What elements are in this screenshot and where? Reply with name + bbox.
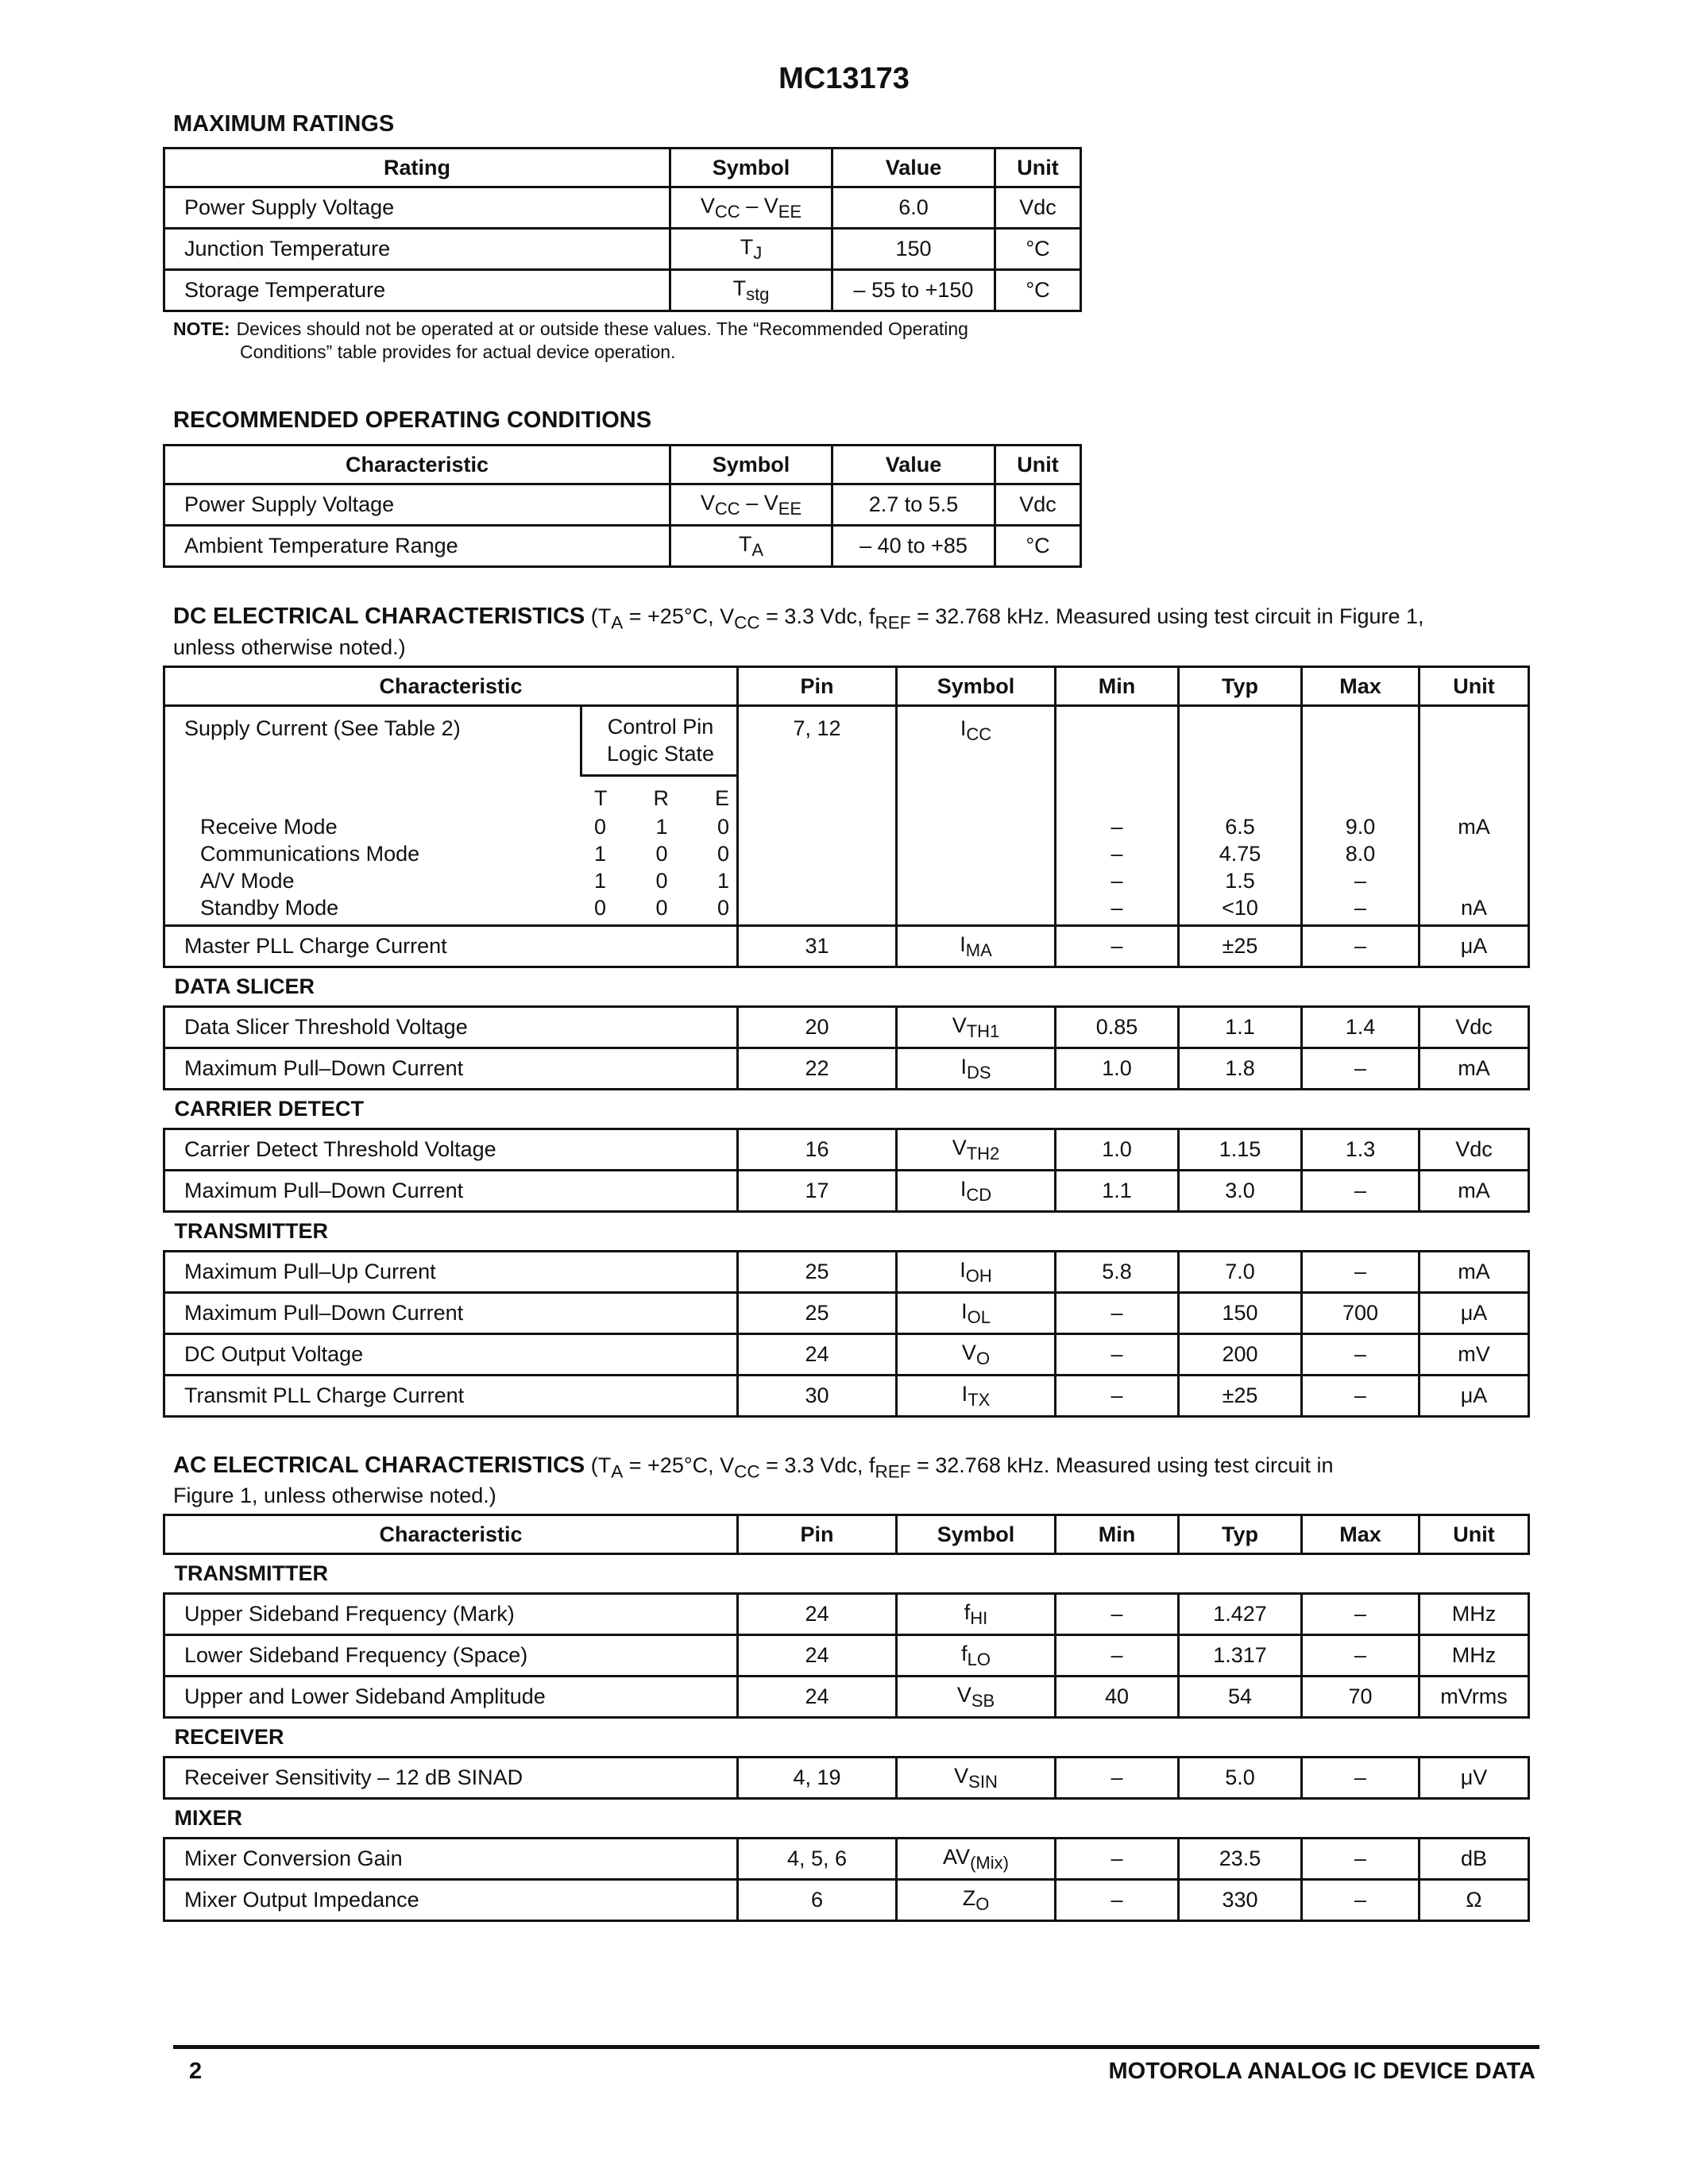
pin-cell: 31 (738, 926, 897, 967)
col-header: Unit (1420, 667, 1529, 706)
unit-cell: mA (1420, 1171, 1529, 1212)
col-header: Characteristic (164, 446, 670, 484)
value-cell: 150 (832, 229, 995, 270)
max-cell: – (1302, 1839, 1420, 1880)
symbol-cell: $I_{OH}$ (897, 1252, 1056, 1293)
typ-cell: 1.8 (1179, 1048, 1302, 1090)
section-label: CARRIER DETECT (164, 1090, 1529, 1129)
unit-cell: Vdc (1420, 1129, 1529, 1171)
col-header: Characteristic (164, 1515, 738, 1554)
pin-cell: 6 (738, 1880, 897, 1921)
col-header: Symbol (670, 149, 832, 187)
unit-cell: μA (1420, 926, 1529, 967)
value-cell: – 55 to +150 (832, 270, 995, 311)
symbol-cell: $AV_{(Mix)}$ (897, 1839, 1056, 1880)
section-label: MIXER (164, 1799, 1529, 1839)
typ-cell: 6.5 4.75 1.5 <10 (1179, 706, 1302, 926)
table-row (164, 1171, 1529, 1212)
max-cell: – (1302, 1376, 1420, 1417)
table-row (164, 1048, 1529, 1090)
max-ratings-heading: MAXIMUM RATINGS (173, 111, 395, 137)
section-row (164, 1718, 1529, 1758)
col-header: Value (832, 446, 995, 484)
char-cell: Mixer Conversion Gain (164, 1839, 738, 1880)
unit-cell: °C (995, 270, 1081, 311)
max-cell: – (1302, 1635, 1420, 1677)
section-row (164, 1799, 1529, 1839)
table-row (164, 484, 1081, 526)
symbol-cell: $f_{HI}$ (897, 1594, 1056, 1635)
section-label: RECEIVER (164, 1718, 1529, 1758)
ac-table (163, 1514, 1530, 1922)
tre-heads: T R E (594, 786, 729, 810)
ac-conditions-cont: Figure 1, unless otherwise noted.) (173, 1484, 496, 1507)
mode-name: Communications Mode (200, 842, 420, 866)
pin-cell: 24 (738, 1677, 897, 1718)
table-row (164, 1007, 1529, 1048)
min-cell: – (1056, 1334, 1179, 1376)
mode-name: Standby Mode (200, 896, 339, 920)
char-cell: Master PLL Charge Current (164, 926, 738, 967)
note-text: Devices should not be operated at or outside these values. The “Recommended Operating (236, 318, 968, 339)
min-cell: – (1056, 1758, 1179, 1799)
symbol-cell: $V_{CC} - V_{EE}$ (670, 187, 832, 229)
table-row (164, 526, 1081, 567)
table-row (164, 1334, 1529, 1376)
char-cell: Transmit PLL Charge Current (164, 1376, 738, 1417)
min-cell: – (1056, 1880, 1179, 1921)
min-cell: 1.0 (1056, 1129, 1179, 1171)
unit-cell: μA (1420, 1376, 1529, 1417)
max-cell: – (1302, 1334, 1420, 1376)
min-cell: 5.8 (1056, 1252, 1179, 1293)
min-cell: – (1056, 926, 1179, 967)
section-label: DATA SLICER (164, 967, 1529, 1007)
mode-name: Receive Mode (200, 815, 338, 839)
min-cell: 1.1 (1056, 1171, 1179, 1212)
unit-cell: Ω (1420, 1880, 1529, 1921)
supply-char-cell (164, 706, 738, 926)
pin-cell: 24 (738, 1594, 897, 1635)
typ-cell: 150 (1179, 1293, 1302, 1334)
typ-cell: ±25 (1179, 1376, 1302, 1417)
min-cell: – – – – (1056, 706, 1179, 926)
symbol-cell: $V_O$ (897, 1334, 1056, 1376)
col-header: Min (1056, 667, 1179, 706)
symbol-cell: $I_{CD}$ (897, 1171, 1056, 1212)
note (173, 318, 968, 364)
typ-cell: 7.0 (1179, 1252, 1302, 1293)
min-cell: 40 (1056, 1677, 1179, 1718)
table-row (164, 1376, 1529, 1417)
pin-cell: 4, 5, 6 (738, 1839, 897, 1880)
rec-op-heading: RECOMMENDED OPERATING CONDITIONS (173, 407, 652, 433)
symbol-cell: $f_{LO}$ (897, 1635, 1056, 1677)
unit-cell: Vdc (995, 484, 1081, 526)
mode-names (200, 813, 419, 921)
ac-heading: AC ELECTRICAL CHARACTERISTICS ($T_A = +25^\circ C$, $V_{CC} = 3.3$ Vdc, $f_{REF} = 32.768$ kHz. Measured using test circuit in (173, 1453, 1334, 1482)
footer-publication: MOTOROLA ANALOG IC DEVICE DATA (1108, 2059, 1535, 2084)
table-row (164, 1129, 1529, 1171)
table-row (164, 1293, 1529, 1334)
unit-cell: Vdc (1420, 1007, 1529, 1048)
max-cell: – (1302, 1758, 1420, 1799)
char-cell: Mixer Output Impedance (164, 1880, 738, 1921)
max-cell: – (1302, 1880, 1420, 1921)
unit-cell: mV (1420, 1334, 1529, 1376)
section-label: TRANSMITTER (164, 1554, 1529, 1594)
table-row (164, 187, 1081, 229)
max-cell: 9.0 8.0 – – (1302, 706, 1420, 926)
table-row (164, 1880, 1529, 1921)
pin-cell: 7, 12 (738, 706, 897, 926)
unit-cell: MHz (1420, 1635, 1529, 1677)
min-cell: – (1056, 1293, 1179, 1334)
note-text-cont: Conditions” table provides for actual device operation. (240, 341, 676, 362)
symbol-cell: $I_{DS}$ (897, 1048, 1056, 1090)
rating-cell: Junction Temperature (164, 229, 670, 270)
col-header: Characteristic (164, 667, 738, 706)
min-cell: – (1056, 1839, 1179, 1880)
symbol-cell: $V_{CC} - V_{EE}$ (670, 484, 832, 526)
table-header-row (164, 667, 1529, 706)
col-header: Pin (738, 667, 897, 706)
pin-cell: 24 (738, 1635, 897, 1677)
note-label: NOTE: (173, 318, 230, 339)
max-cell: – (1302, 1171, 1420, 1212)
symbol-cell: $V_{TH2}$ (897, 1129, 1056, 1171)
min-cell: – (1056, 1635, 1179, 1677)
supply-label: Supply Current (See Table 2) (184, 716, 461, 740)
rec-op-table (163, 444, 1082, 568)
char-cell: Maximum Pull–Down Current (164, 1171, 738, 1212)
typ-cell: 1.427 (1179, 1594, 1302, 1635)
char-cell: Upper Sideband Frequency (Mark) (164, 1594, 738, 1635)
page-title: MC13173 (778, 62, 910, 95)
typ-cell: 23.5 (1179, 1839, 1302, 1880)
char-cell: Maximum Pull–Down Current (164, 1293, 738, 1334)
unit-cell: mA (1420, 1048, 1529, 1090)
unit-cell: MHz (1420, 1594, 1529, 1635)
section-row (164, 1554, 1529, 1594)
max-cell: 1.4 (1302, 1007, 1420, 1048)
min-cell: 0.85 (1056, 1007, 1179, 1048)
pin-cell: 22 (738, 1048, 897, 1090)
max-cell: – (1302, 1252, 1420, 1293)
symbol-cell: $Z_O$ (897, 1880, 1056, 1921)
section-row (164, 1212, 1529, 1252)
typ-cell: 5.0 (1179, 1758, 1302, 1799)
min-cell: 1.0 (1056, 1048, 1179, 1090)
char-cell: DC Output Voltage (164, 1334, 738, 1376)
max-cell: 70 (1302, 1677, 1420, 1718)
mode-name: A/V Mode (200, 869, 295, 893)
col-header: Typ (1179, 1515, 1302, 1554)
rating-cell: Power Supply Voltage (164, 187, 670, 229)
max-cell: – (1302, 1594, 1420, 1635)
typ-cell: 1.1 (1179, 1007, 1302, 1048)
symbol-cell: $T_J$ (670, 229, 832, 270)
dc-conditions-cont: unless otherwise noted.) (173, 635, 406, 659)
char-cell: Receiver Sensitivity – 12 dB SINAD (164, 1758, 738, 1799)
col-header: Value (832, 149, 995, 187)
symbol-cell: $I_{OL}$ (897, 1293, 1056, 1334)
min-cell: – (1056, 1376, 1179, 1417)
unit-cell: mA (1420, 1252, 1529, 1293)
table-header-row (164, 446, 1081, 484)
typ-cell: 330 (1179, 1880, 1302, 1921)
col-header: Unit (1420, 1515, 1529, 1554)
value-cell: 6.0 (832, 187, 995, 229)
page-number: 2 (189, 2059, 203, 2084)
section-row (164, 967, 1529, 1007)
table-row (164, 1635, 1529, 1677)
col-header: Unit (995, 446, 1081, 484)
col-header: Min (1056, 1515, 1179, 1554)
max-cell: – (1302, 926, 1420, 967)
unit-cell: dB (1420, 1839, 1529, 1880)
pin-cell: 4, 19 (738, 1758, 897, 1799)
table-row (164, 926, 1529, 967)
logic-state-label: Logic State (606, 742, 715, 766)
typ-cell: 3.0 (1179, 1171, 1302, 1212)
table-header-row (164, 1515, 1529, 1554)
table-row (164, 1594, 1529, 1635)
col-header: Symbol (897, 667, 1056, 706)
col-header: Symbol (897, 1515, 1056, 1554)
mode-logic: 0 1 0 1 0 0 1 0 1 0 0 0 (594, 815, 729, 920)
unit-cell: °C (995, 526, 1081, 567)
col-header: Max (1302, 1515, 1420, 1554)
col-header: Symbol (670, 446, 832, 484)
typ-cell: ±25 (1179, 926, 1302, 967)
control-pin-label: Control Pin (607, 715, 714, 739)
typ-cell: 1.15 (1179, 1129, 1302, 1171)
max-cell: – (1302, 1048, 1420, 1090)
symbol-cell: $T_A$ (670, 526, 832, 567)
unit-cell: Vdc (995, 187, 1081, 229)
symbol-cell: $V_{SIN}$ (897, 1758, 1056, 1799)
col-header: Unit (995, 149, 1081, 187)
table-row (164, 270, 1081, 311)
section-label: TRANSMITTER (164, 1212, 1529, 1252)
supply-current-row (164, 706, 1529, 926)
symbol-cell: $T_{stg}$ (670, 270, 832, 311)
dc-heading: DC ELECTRICAL CHARACTERISTICS ($T_A = +25^\circ C$, $V_{CC} = 3.3$ Vdc, $f_{REF} = 32.768$ kHz. Measured using test circuit in Figure 1, (173, 604, 1424, 633)
char-cell: Maximum Pull–Up Current (164, 1252, 738, 1293)
col-header: Typ (1179, 667, 1302, 706)
unit-cell: μA (1420, 1293, 1529, 1334)
unit-cell: mA nA (1420, 706, 1529, 926)
pin-cell: 25 (738, 1252, 897, 1293)
char-cell: Ambient Temperature Range (164, 526, 670, 567)
table-row (164, 1758, 1529, 1799)
char-cell: Power Supply Voltage (164, 484, 670, 526)
pin-cell: 17 (738, 1171, 897, 1212)
max-cell: 1.3 (1302, 1129, 1420, 1171)
char-cell: Carrier Detect Threshold Voltage (164, 1129, 738, 1171)
col-header: Rating (164, 149, 670, 187)
typ-cell: 200 (1179, 1334, 1302, 1376)
pin-cell: 20 (738, 1007, 897, 1048)
table-row (164, 229, 1081, 270)
pin-cell: 25 (738, 1293, 897, 1334)
table-row (164, 1252, 1529, 1293)
typ-cell: 54 (1179, 1677, 1302, 1718)
symbol-cell: $I_{TX}$ (897, 1376, 1056, 1417)
char-cell: Data Slicer Threshold Voltage (164, 1007, 738, 1048)
section-row (164, 1090, 1529, 1129)
min-cell: – (1056, 1594, 1179, 1635)
symbol-cell: $V_{SB}$ (897, 1677, 1056, 1718)
pin-cell: 30 (738, 1376, 897, 1417)
max-ratings-table (163, 147, 1082, 312)
char-cell: Lower Sideband Frequency (Space) (164, 1635, 738, 1677)
value-cell: – 40 to +85 (832, 526, 995, 567)
unit-cell: °C (995, 229, 1081, 270)
char-cell: Maximum Pull–Down Current (164, 1048, 738, 1090)
rating-cell: Storage Temperature (164, 270, 670, 311)
pin-cell: 24 (738, 1334, 897, 1376)
dc-table (163, 666, 1530, 1418)
symbol-cell: $I_{MA}$ (897, 926, 1056, 967)
unit-cell: μV (1420, 1758, 1529, 1799)
col-header: Max (1302, 667, 1420, 706)
table-row (164, 1677, 1529, 1718)
col-header: Pin (738, 1515, 897, 1554)
table-row (164, 1839, 1529, 1880)
symbol-cell: $V_{TH1}$ (897, 1007, 1056, 1048)
char-cell: Upper and Lower Sideband Amplitude (164, 1677, 738, 1718)
max-cell: 700 (1302, 1293, 1420, 1334)
control-pin-box (580, 707, 739, 777)
pin-cell: 16 (738, 1129, 897, 1171)
typ-cell: 1.317 (1179, 1635, 1302, 1677)
value-cell: 2.7 to 5.5 (832, 484, 995, 526)
unit-cell: mVrms (1420, 1677, 1529, 1718)
footer-rule (173, 2045, 1539, 2049)
symbol-cell: $I_{CC}$ (897, 706, 1056, 926)
table-header-row (164, 149, 1081, 187)
